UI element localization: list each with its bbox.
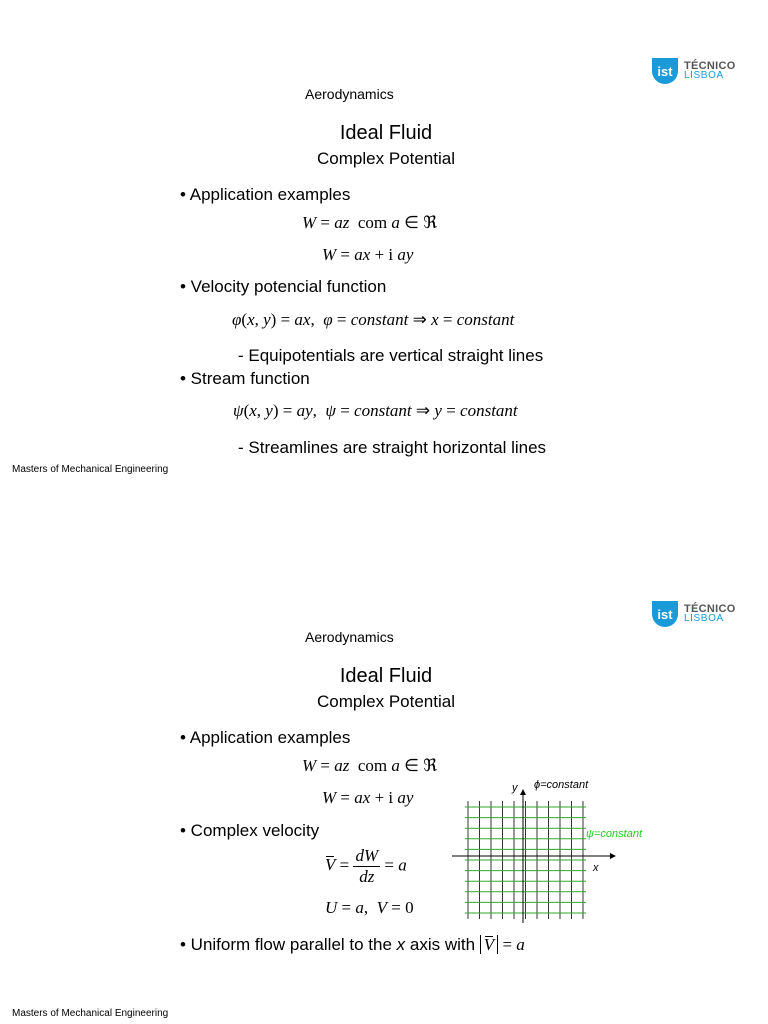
course-name: Aerodynamics (305, 86, 394, 102)
bullet-application-examples: • Application examples (180, 728, 351, 747)
bullet-uniform-flow: • Uniform flow parallel to the x axis with V = a (180, 935, 525, 954)
slide-title: Ideal Fluid (339, 122, 433, 144)
ist-logo-icon: ist (652, 601, 678, 627)
logo-line-1: TÉCNICO (684, 603, 736, 615)
y-axis-arrow-icon (520, 789, 526, 795)
slide-subtitle: Complex Potential (317, 692, 455, 711)
y-axis-label: y (512, 782, 518, 794)
psi-constant-label: ψ=constant (586, 828, 643, 840)
velocity-magnitude: V = a (480, 935, 525, 954)
equation-w-ax-iay: W = ax + i ay (322, 245, 414, 264)
bullet-complex-velocity: • Complex velocity (180, 821, 320, 840)
bullet-application-examples: • Application examples (180, 185, 351, 204)
logo-line-1: TÉCNICO (684, 60, 736, 72)
course-name: Aerodynamics (305, 629, 394, 645)
tecnico-logo (652, 58, 736, 84)
equation-complex-velocity: V = $\frac{dW}{dz}$ = a (325, 846, 407, 886)
uniform-flow-diagram (450, 773, 660, 923)
slide-footer: Masters of Mechanical Engineering (12, 1008, 169, 1019)
x-axis-arrow-icon (610, 853, 616, 859)
equation-psi: ψ(x, y) = ay, ψ = constant ⇒ y = constant (233, 401, 518, 420)
ist-logo-icon: ist (652, 58, 678, 84)
tecnico-logo (652, 601, 736, 627)
note-streamlines: - Streamlines are straight horizontal lines (238, 438, 547, 457)
equation-w-az: W = az com a ∈ ℜ (302, 213, 438, 232)
bullet-stream-function: • Stream function (180, 369, 310, 388)
equation-phi: φ(x, y) = ax, φ = constant ⇒ x = constant (232, 310, 515, 329)
slide-1 (0, 0, 768, 480)
phi-constant-label: ϕ=constant (534, 779, 589, 791)
note-equipotentials: - Equipotentials are vertical straight lines (238, 346, 544, 365)
slide-2 (0, 543, 768, 1023)
equation-w-az: W = az com a ∈ ℜ (302, 756, 438, 775)
slide-subtitle: Complex Potential (317, 149, 455, 168)
logo-line-2: LISBOA (684, 70, 724, 81)
logo-line-2: LISBOA (684, 613, 724, 624)
equation-u-v: U = a, V = 0 (325, 898, 414, 917)
equation-w-ax-iay: W = ax + i ay (322, 788, 414, 807)
slide-footer: Masters of Mechanical Engineering (12, 464, 169, 475)
bullet-velocity-potential: • Velocity potencial function (180, 277, 387, 296)
slide-title: Ideal Fluid (339, 665, 433, 687)
x-axis-label: x (593, 862, 599, 874)
